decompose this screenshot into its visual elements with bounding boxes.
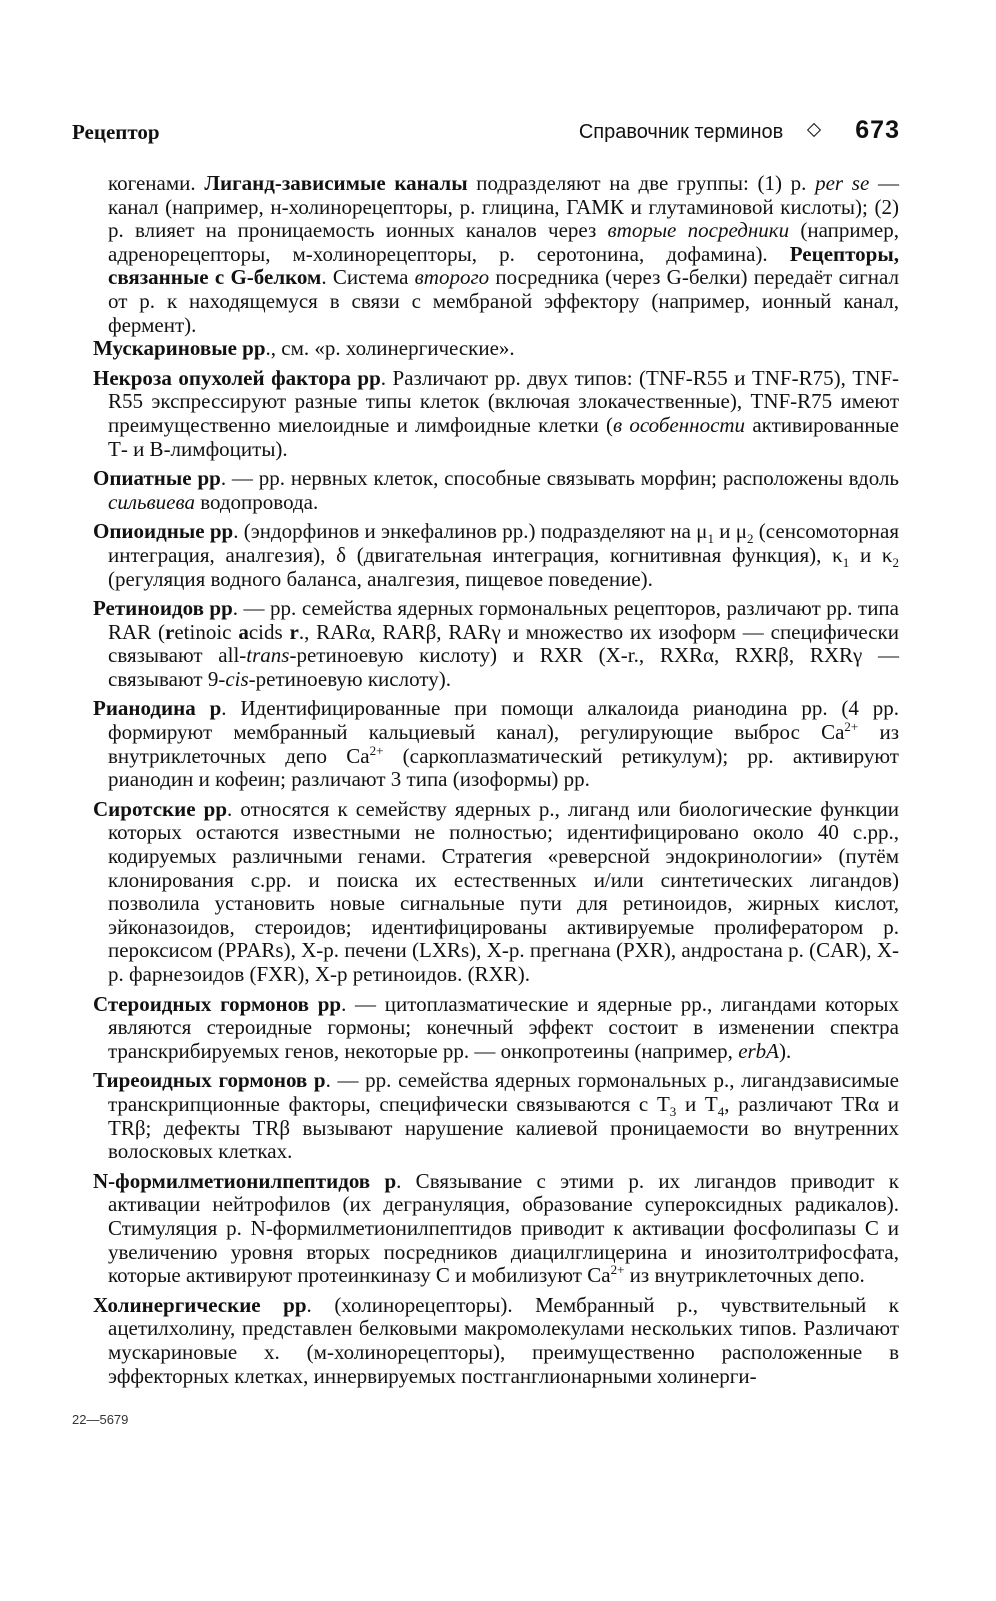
dictionary-entry: [93, 367, 899, 461]
bold-run: Рианодина р: [93, 696, 222, 721]
italic-run: per se: [815, 171, 870, 195]
text-run: cids: [248, 619, 290, 644]
italic-run: второго: [414, 265, 490, 290]
text-run: посредника (через G-белки) передаёт сигнал от р. к находящемуся в связи с мембраной эффектору (например, ионный канал, фермент).: [108, 265, 900, 337]
subscript: 1: [707, 531, 714, 547]
text-run: (регуляция водного баланса, аналгезия, пищевое поведение).: [108, 566, 653, 591]
text-run: ., см. «р. холинергические».: [265, 336, 515, 361]
text-run: -ретиноевую кислоту).: [248, 666, 451, 691]
text-run: ).: [779, 1038, 792, 1063]
bold-run: Тиреоидных гормонов р: [93, 1068, 326, 1093]
dictionary-entry: [93, 993, 899, 1064]
text-run: . — рр. нервных клеток, способные связывать морфин; расположены вдоль: [220, 466, 900, 491]
text-run: из внутриклеточных депо.: [624, 1263, 865, 1288]
text-run: . Идентифицированные при помощи алкалоида рианодина рр. (4 рр. формируют мембранный кальциевый канал), регулирующие выброс Ca: [108, 696, 899, 745]
header-term: Рецептор: [72, 120, 160, 144]
text-run: ., RARα, RARβ, RARγ и множество их изоформ — специфически связывают all-: [108, 619, 899, 668]
dictionary-entry: [93, 697, 899, 791]
italic-run: trans: [246, 643, 290, 668]
bold-run: Рецепторы, связанные с G-белком: [108, 241, 899, 290]
text-run: . (эндорфинов и энкефалинов рр.) подразделяют на μ: [233, 519, 708, 544]
text-run: (саркоплазматический ретикулум); рр. активируют рианодин и кофеин; различают 3 типа (изоформы) рр.: [108, 743, 899, 792]
italic-run: cis: [225, 666, 249, 691]
italic-run: сильвиева: [108, 489, 195, 514]
bold-run: Сиротские рр: [93, 796, 228, 821]
bold-run: Лиганд-зависимые каналы: [204, 171, 468, 195]
text-run: подразделяют на две группы: (1) р.: [467, 171, 816, 195]
bold-run: Опиатные рр: [93, 466, 221, 491]
text-run: и T: [676, 1091, 718, 1116]
bold-run: Стероидных гормонов рр: [93, 991, 342, 1016]
text-run: (например, адренорецепторы, м-холинорецепторы, р. серотонина, дофамина).: [108, 218, 899, 266]
text-run: . относятся к семейству ядерных р., лиганд или биологические функции которых остаются известными не полностью; идентифицировано около 40 с.рр., кодируемых различными генами. Стратегия «реверсной эндокринологии» (путём клонирования с.рр. и поиска их естественных и/или синтетических лигандов) позволила установить новые сигнальные пути для ретиноидов, жирных кислот, эйконазоидов, стероидов; идентифицированы активируемые пролифератором р. пероксисом (PPARs), X-р. печени (LXRs), X-р. прегнана (PXR), андростана р. (CAR), X-р. фарнезоидов (FXR), X-р ретиноидов. (RXR).: [108, 796, 899, 986]
dictionary-entry: [93, 337, 899, 361]
header-right: [579, 116, 900, 145]
text-run: etinoic: [174, 619, 239, 644]
text-run: когенами.: [108, 171, 205, 195]
subscript: 2: [747, 531, 754, 547]
text-run: и κ: [849, 542, 893, 567]
bold-run: Ретиноидов рр: [93, 596, 233, 621]
text-run: -ретиноевую кислоту) и RXR (X-r., RXRα, RXRβ, RXRγ — связывают 9-: [108, 643, 900, 691]
text-run: . Различают рр. двух типов: (TNF-R55 и TNF-R75), TNF-R55 экспрессируют разные типы клеток (включая злокачественные), TNF-R75 имеют преимущественно миелоидные и лимфоидные клетки (: [108, 365, 899, 437]
dictionary-entry: [93, 597, 899, 691]
dictionary-entry: [93, 798, 899, 987]
italic-run: в особенности: [612, 412, 746, 437]
running-header: [72, 116, 900, 150]
text-run: . Система: [321, 265, 415, 290]
printer-signature: 22—5679: [72, 1412, 129, 1427]
continuation-paragraph: [93, 172, 899, 337]
italic-run: вторые посредники: [607, 218, 790, 243]
bold-run: a: [238, 619, 249, 644]
entry-list: [93, 337, 899, 1388]
dictionary-entry: [93, 520, 899, 591]
text-run: . — цитоплазматические и ядерные рр., лигандами которых являются стероидные гормоны; конечный эффект состоит в изменении спектра транскрибируемых генов, некоторые рр. — онкопротеины (например,: [108, 991, 899, 1063]
text-run: . Связывание с этими р. их лигандов приводит к активации нейтрофилов (их дегрануляция, образование супероксидных радикалов). Стимуляция р. N-формилметионилпептидов приводит к активации фосфолипазы С и увеличению уровня вторых посредников диацилглицерина и инозитолтрифосфата, которые активируют протеинкиназу С и мобилизуют Ca: [108, 1168, 900, 1288]
dictionary-entry: [93, 1170, 899, 1288]
subscript: 4: [717, 1104, 725, 1120]
bold-run: Холинергические рр: [93, 1292, 307, 1317]
italic-run: erbA: [738, 1038, 780, 1063]
text-run: водопровода.: [194, 489, 319, 514]
dictionary-entry: [93, 467, 899, 514]
bold-run: N-формилметионилпептидов р: [93, 1168, 397, 1193]
text-run: . — рр. семейства ядерных гормональных р., лигандзависимые транскрипционные факторы, специфически связываются с T: [108, 1068, 899, 1116]
text-run: , различают TRα и TRβ; дефекты TRβ вызывают нарушение калиевой проницаемости во внутренних волосковых клетках.: [108, 1091, 899, 1164]
text-run: . (холинорецепторы). Мембранный р., чувствительный к ацетилхолину, представлен белковыми макромолекулами нескольких типов. Различают мускариновые х. (м-холинорецепторы), преимущественно расположенные в эффекторных клетках, иннервируемых постганглионарными холинерги-: [108, 1292, 899, 1388]
diamond-icon: [807, 123, 821, 137]
bold-run: Некроза опухолей фактора рр: [93, 365, 381, 390]
page-number: 673: [855, 116, 900, 144]
bold-run: Мускариновые рр: [93, 336, 266, 361]
text-run: и μ: [713, 519, 748, 544]
text-run: активированные Т- и В-лимфоциты).: [108, 412, 900, 461]
subscript: 1: [842, 555, 850, 571]
article-body: [93, 172, 899, 1388]
bold-run: Опиоидные рр: [93, 519, 234, 544]
subscript: 2: [892, 555, 899, 571]
text-run: из внутриклеточных депо Ca: [108, 720, 899, 768]
superscript: 2+: [844, 719, 859, 735]
text-run: . — рр. семейства ядерных гормональных рецепторов, различают рр. типа RAR (: [108, 596, 899, 644]
bold-run: r: [165, 619, 175, 644]
text-run: — канал (например, н-холинорецепторы, р. глицина, ГАМК и глутаминовой кислоты); (2) р. влияет на проницаемость ионных каналов через: [108, 171, 899, 243]
superscript: 2+: [610, 1262, 625, 1278]
subscript: 3: [669, 1104, 677, 1120]
dictionary-entry: [93, 1069, 899, 1163]
text-run: (сенсомоторная интеграция, аналгезия), δ (двигательная интеграция, когнитивная функция), κ: [108, 519, 899, 567]
bold-run: r: [289, 619, 299, 644]
superscript: 2+: [369, 742, 384, 758]
dictionary-entry: [93, 1294, 899, 1388]
header-section-title: Справочник терминов: [578, 121, 784, 143]
